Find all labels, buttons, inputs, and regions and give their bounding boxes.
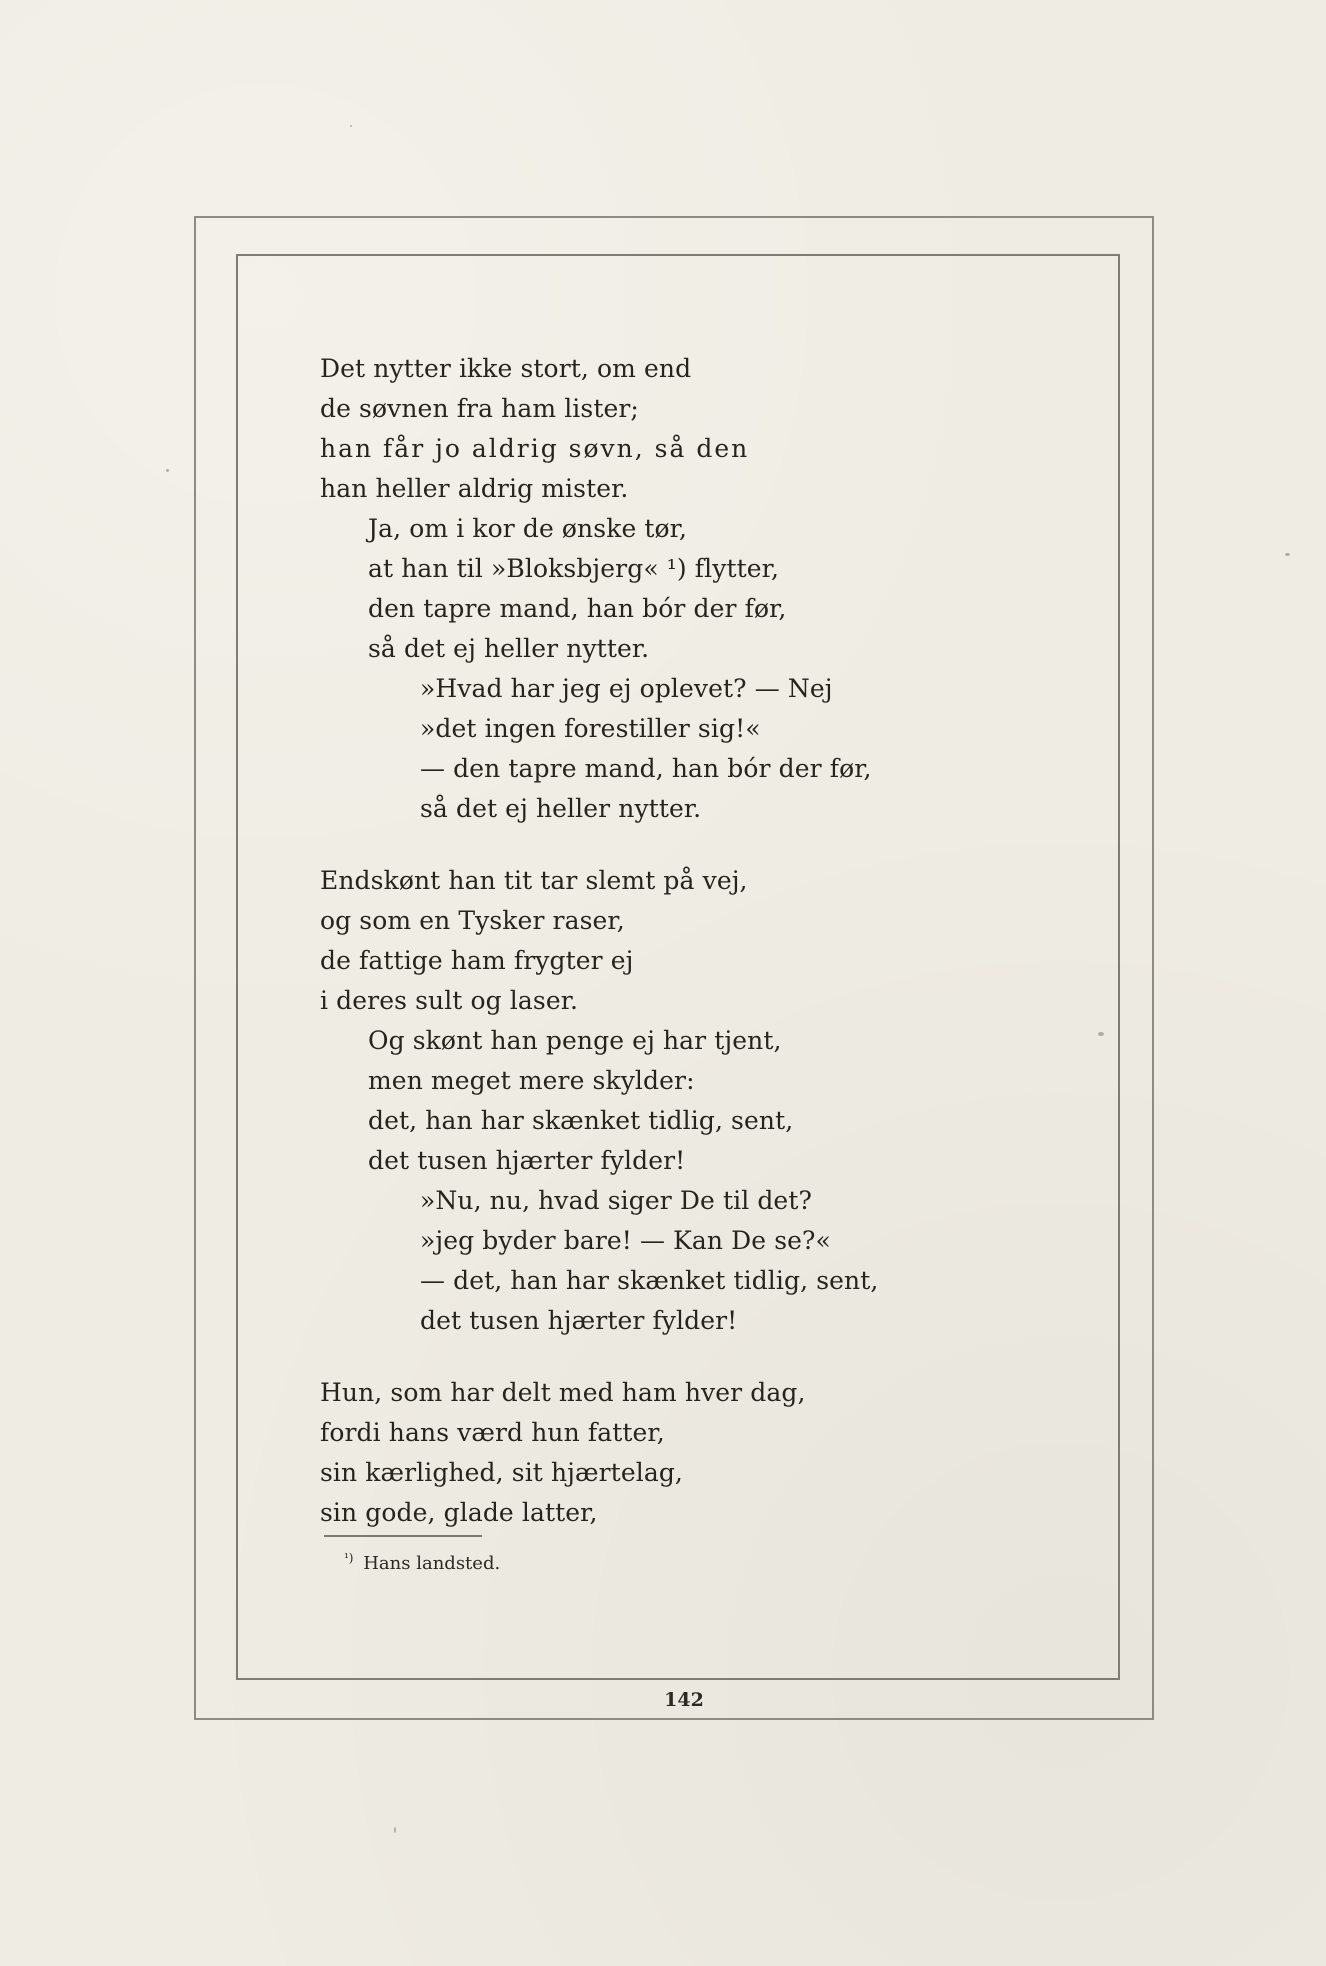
footnote [344,1550,500,1578]
footnote-rule [324,1535,482,1537]
poem-line: men meget mere skylder: [368,1066,695,1095]
poem-line: at han til »Bloksbjerg« ¹) flytter, [368,554,780,583]
poem-line: »det ingen forestiller sig!« [420,714,761,743]
poem-line: »jeg byder bare! — Kan De se?« [420,1226,831,1255]
poem-line: så det ej heller nytter. [368,634,650,663]
poem-line: »Nu, nu, hvad siger De til det? [420,1186,812,1215]
paper-speck [394,1827,396,1833]
poem-line: den tapre mand, han bór der før, [368,594,787,623]
poem-line: sin kærlighed, sit hjærtelag, [320,1458,683,1487]
stanza [320,1373,1000,1533]
poem-line: Og skønt han penge ej har tjent, [368,1026,782,1055]
poem-line: det tusen hjærter fylder! [420,1306,738,1335]
paper-speck [350,125,352,127]
poem-line: Hun, som har delt med ham hver dag, [320,1378,806,1407]
poem-line: det tusen hjærter fylder! [368,1146,686,1175]
poem-line: — den tapre mand, han bór der før, [420,754,872,783]
poem-line: så det ej heller nytter. [420,794,702,823]
page-number: 142 [664,1689,704,1711]
poem-line: Det nytter ikke stort, om end [320,354,692,383]
poem-line: — det, han har skænket tidlig, sent, [420,1266,879,1295]
paper-speck [1285,553,1290,556]
poem-line: han får jo aldrig søvn, så den [320,434,750,463]
footnote-text: Hans landsted. [363,1553,501,1574]
footnote-marker: ¹) [344,1551,354,1565]
paper-speck [166,469,169,472]
poem-line: han heller aldrig mister. [320,474,629,503]
stanza [320,349,1000,829]
poem-line: Ja, om i kor de ønske tør, [368,514,688,543]
poem-line: Endskønt han tit tar slemt på vej, [320,866,748,895]
poem-line: fordi hans værd hun fatter, [320,1418,665,1447]
paper-speck [1098,1032,1104,1036]
poem-line: i deres sult og laser. [320,986,579,1015]
poem-line: de søvnen fra ham lister; [320,394,639,423]
stanza [320,861,1000,1341]
poem-line: og som en Tysker raser, [320,906,625,935]
poem-text [320,349,1000,1533]
poem-line: sin gode, glade latter, [320,1498,598,1527]
poem-line: de fattige ham frygter ej [320,946,634,975]
poem-line: »Hvad har jeg ej oplevet? — Nej [420,674,833,703]
poem-line: det, han har skænket tidlig, sent, [368,1106,794,1135]
